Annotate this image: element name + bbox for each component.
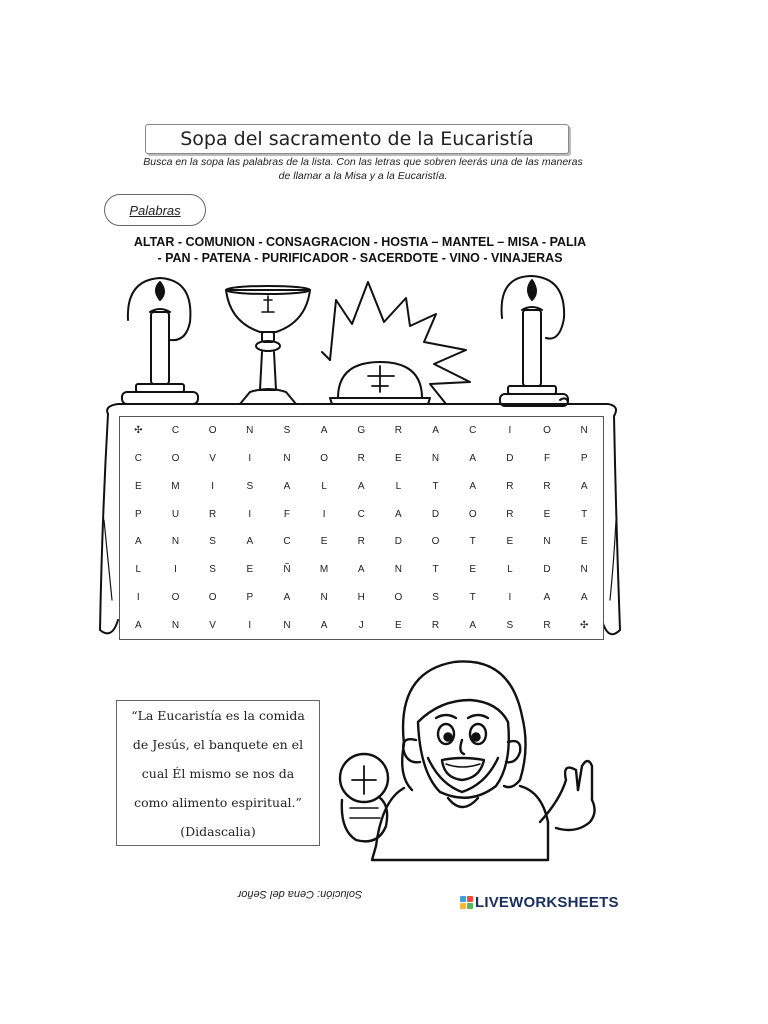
quote-line-1: “La Eucaristía es la comida [131,707,305,723]
grid-cell: S [432,591,440,603]
grid-cell: O [208,591,218,603]
grid-cell: S [209,564,217,576]
brand-square [467,896,473,902]
grid-cell: E [543,508,551,520]
grid-cell: L [135,564,142,576]
grid-cell: O [208,425,218,437]
grid-cell: N [171,536,180,548]
quote-line-4: como alimento espiritual.” [134,794,302,810]
quote-line-2: de Jesús, el banquete en el [132,736,304,752]
grid-cell: C [134,453,143,465]
grid-cell: N [171,619,180,631]
grid-cell: A [283,480,291,492]
grid-cell: O [171,453,180,465]
grid-cell: C [469,425,477,437]
grid-cell: I [508,425,512,437]
grid-cell: A [469,453,477,465]
grid-cell: C [283,536,292,548]
grid-cell: E [395,619,403,631]
grid-cell: I [211,480,215,492]
grid-cell: N [394,564,403,576]
grid-cell: E [506,536,514,548]
grid-cell: O [431,536,440,548]
grid-cell: P [246,591,254,603]
grid-cell: A [395,508,403,520]
grid-cell: P [134,508,143,520]
grid-cell: R [543,619,552,631]
grid-cell: S [209,536,217,548]
grid-cell: C [357,508,366,520]
grid-cell: A [469,619,477,631]
grid-cell: A [580,480,588,492]
quote-line-3: cual Él mismo se nos da [141,765,295,781]
grid-cell: O [171,591,180,603]
grid-cell: I [136,591,141,603]
grid-cell: G [357,425,366,437]
grid-cell: R [431,619,440,631]
instructions-line-2: de llamar a la Misa y a la Eucaristía. [278,170,448,182]
grid-cell: N [431,453,440,465]
worksheet-title: Sopa del sacramento de la Eucaristía [145,124,569,154]
grid-cell: F [543,453,551,465]
grid-cell: C [171,425,180,437]
grid-cell: N [246,425,254,437]
grid-cell: R [543,480,552,492]
grid-cell: A [134,536,143,548]
grid-cell: O [320,453,329,465]
brand-square [460,903,466,909]
grid-cell: A [134,619,143,631]
grid-cell: S [283,425,291,437]
grid-cell: I [248,508,252,520]
grid-cell: O [394,591,403,603]
grid-cell: A [580,591,588,603]
grid-cell: R [506,508,514,520]
grid-cell: U [171,508,180,520]
grid-cell: N [320,591,329,603]
grid-cell: O [543,425,552,437]
grid-cell: Ñ [283,564,292,576]
grid-cell: I [248,453,252,465]
grid-cell: F [283,508,291,520]
grid-cell: L [507,564,514,576]
grid-cell: P [580,453,588,465]
grid-cell: E [580,536,588,548]
grid-cell: M [171,480,181,492]
grid-cell: E [246,564,254,576]
grid-cell: A [432,425,440,437]
grid-cell: A [246,536,254,548]
grid-cell: S [246,480,254,492]
grid-cell: T [432,480,440,492]
grid-cell: L [395,480,402,492]
grid-cell: S [506,619,514,631]
grid-cell: V [209,619,217,631]
grid-cell: J [358,619,365,631]
grid-cell: T [432,564,440,576]
grid-cell: V [209,453,217,465]
grid-cell: R [357,453,366,465]
grid-cell: E [320,536,328,548]
grid-cell: I [174,564,178,576]
grid-cell: A [469,480,477,492]
grid-cell: O [468,508,478,520]
grid-cell: R [506,480,514,492]
word-list-line-2: - PAN - PATENA - PURIFICADOR - SACERDOTE - VINO - VINAJERAS [157,251,563,265]
quote-attribution: (Didascalia) [180,823,256,839]
grid-cell: N [580,425,589,437]
grid-cell: A [320,425,328,437]
grid-cell: I [508,591,512,603]
grid-cell: N [580,564,589,576]
grid-cell: D [431,508,440,520]
brand-squares-icon [460,896,473,909]
liveworksheets-logo [460,894,619,911]
grid-cell: R [394,425,403,437]
grid-cell: A [543,591,551,603]
palabras-label: Palabras [104,194,206,226]
grid-cell: R [357,536,366,548]
grid-cell: A [283,591,291,603]
grid-cell: D [506,453,514,465]
grid-cell: H [357,591,366,603]
grid-cell: R [209,508,217,520]
grid-cell: E [134,480,143,492]
grid-cell: I [248,619,252,631]
grid-cell: ✣ [134,425,144,437]
grid-cell: N [543,536,552,548]
instructions-line-1: Busca en la sopa las palabras de la lista. Con las letras que sobren leerás una de las maneras [143,156,583,168]
grid-cell: A [357,564,366,576]
grid-cell: D [543,564,552,576]
brand-text: LIVEWORKSHEETS [475,894,619,911]
grid-cell: ✣ [579,619,589,631]
grid-cell: L [321,480,328,492]
brand-square [467,903,473,909]
grid-cell: D [394,536,403,548]
grid-cell: N [283,619,292,631]
grid-cell: A [320,619,328,631]
grid-cell: E [395,453,403,465]
grid-cell: A [357,480,366,492]
solution-text: Solución: Cena del Señor [237,888,363,900]
grid-cell: E [469,564,477,576]
grid-cell: T [581,508,588,520]
grid-cell: M [319,564,329,576]
grid-cell: T [469,591,477,603]
word-list-line-1: ALTAR - COMUNION - CONSAGRACION - HOSTIA – MANTEL – MISA - PALIA [133,235,587,249]
grid-cell: T [469,536,477,548]
brand-square [460,896,466,902]
grid-cell: I [322,508,326,520]
grid-cell: N [283,453,292,465]
